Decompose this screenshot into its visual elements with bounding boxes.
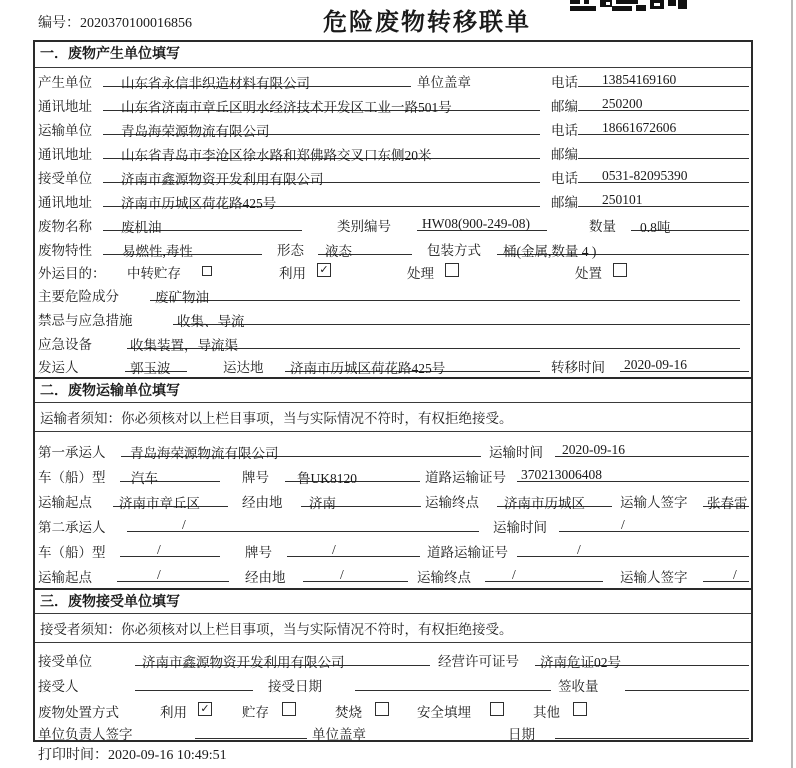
license2-label: 道路运输证号 [427,545,508,560]
producer-label: 产生单位 [38,75,92,90]
accept-person-field [135,672,253,691]
sign-date-label: 日期 [508,727,535,742]
end2-value: / [512,567,516,582]
consignor-label: 发运人 [38,360,79,375]
sign-date-field [555,720,749,739]
disposal-other-checkbox [573,702,587,716]
addr2-value: 山东省青岛市李沧区徐水路和郑佛路交叉口东侧20米 [121,148,432,163]
producer-field [103,68,411,91]
row-transporter-address [35,140,751,164]
permit-field [535,647,749,670]
via1-value: 济南 [309,496,336,511]
row-disposal [35,698,751,722]
row-carrier2 [35,513,751,537]
phone2-field [578,116,749,135]
purpose-label: 外运目的： [38,266,106,281]
section2-note: 运输者须知：你必须核对以上栏目事项，当与实际情况不符时，有权拒绝接受。 [35,405,751,432]
license2-value: / [577,542,581,557]
addr1-value: 山东省济南市章丘区明水经济技术开发区工业一路501号 [121,100,452,115]
amount-field [625,672,749,691]
taboo-value: 收集、导流 [177,314,245,329]
addr1-label: 通讯地址 [38,99,92,114]
form-value: 液态 [325,244,352,259]
disposal-other-label: 其他 [533,705,560,720]
zip2-field [578,140,749,159]
origin1-label: 运输起点 [38,495,92,510]
section3-note: 接受者须知：你必须核对以上栏目事项，当与实际情况不符时，有权拒绝接受。 [35,616,751,643]
vehicle2-value: / [157,542,161,557]
row-accept-person [35,672,751,696]
consignor-value: 郭玉波 [130,361,171,376]
license1-field [517,463,749,482]
purpose-use-checkbox-checked: ✓ [317,263,331,277]
waste-name-value: 废机油 [121,220,162,235]
permit-value: 济南危证02号 [540,655,621,670]
serial-label: 编号： [38,16,80,31]
taboo-label: 禁忌与应急措施 [38,313,133,328]
packing-value: 桶(金属,数量 4 ) [503,244,597,259]
purpose-dispose-label: 处置 [575,266,602,281]
disposal-use-checkbox-checked: ✓ [198,702,212,716]
end1-label: 运输终点 [425,495,479,510]
time2-label: 运输时间 [493,520,547,535]
vehicle2-field [120,538,220,557]
plate1-field [285,463,420,486]
dest-value: 济南市历城区荷花路425号 [290,361,446,376]
amount-label: 签收量 [558,679,599,694]
seal-label: 单位盖章 [417,75,471,90]
disposal-label: 废物处置方式 [38,705,119,720]
row-hazard [35,282,751,306]
section2-header: 二．废物运输单位填写 [35,377,751,403]
hazard-label: 主要危险成分 [38,289,119,304]
via2-label: 经由地 [245,570,286,585]
end1-value: 济南市历城区 [504,496,585,511]
zip1-label: 邮编 [551,99,578,114]
page-edge-line [791,0,793,768]
form-table [33,40,753,742]
phone3-field [578,164,749,183]
zip1-value: 250200 [602,96,643,111]
qty-label: 数量 [589,219,616,234]
plate2-label: 牌号 [245,545,272,560]
character-label: 废物特性 [38,243,92,258]
form-title: 危险废物转移联单 [323,10,531,36]
row-waste-character [35,236,751,260]
category-label: 类别编号 [337,219,391,234]
row-accept-unit [35,647,751,671]
vehicle1-label: 车（船）型 [38,470,106,485]
row-receiver [35,164,751,188]
purpose-treat-label: 处理 [407,266,434,281]
carrier2-field [127,513,479,532]
vehicle1-field [120,463,220,486]
purpose-treat-checkbox [445,263,459,277]
disposal-burn-label: 焚烧 [335,705,362,720]
waste-name-label: 废物名称 [38,219,92,234]
plate1-value: 鲁UK8120 [297,471,357,486]
equip-field [127,330,740,353]
row-carrier1 [35,438,751,462]
sign2-label: 运输人签字 [620,570,688,585]
receiver-label: 接受单位 [38,171,92,186]
carrier1-label: 第一承运人 [38,445,106,460]
time1-value: 2020-09-16 [562,442,625,457]
row-receiver-address [35,188,751,212]
transporter-value: 青岛海荣源物流有限公司 [121,124,270,139]
time2-field [559,513,749,532]
accept-date-field [355,672,551,691]
time2-value: / [621,517,625,532]
transporter-label: 运输单位 [38,123,92,138]
row-consignor [35,353,751,377]
receiver-value: 济南市鑫源物资开发利用有限公司 [121,172,324,187]
character-value: 易燃性,毒性 [122,244,193,259]
license1-label: 道路运输证号 [425,470,506,485]
zip3-value: 250101 [602,192,643,207]
print-time-label: 打印时间： [38,748,108,763]
sign2-value: / [733,567,737,582]
packing-field [497,236,749,259]
sign1-value: 张春雷 [707,496,748,511]
unit-seal-label: 单位盖章 [312,727,366,742]
disposal-landfill-checkbox [490,702,504,716]
accept-date-label: 接受日期 [268,679,322,694]
row-taboo [35,306,751,330]
phone1-field [578,68,749,87]
qty-value: 0.8吨 [640,220,671,235]
row-equipment [35,330,751,354]
end2-label: 运输终点 [417,570,471,585]
vehicle2-label: 车（船）型 [38,545,106,560]
disposal-store-label: 贮存 [242,705,269,720]
sign2-field [703,563,749,582]
receiver-field [103,164,540,187]
section3-header: 三．废物接受单位填写 [35,588,751,614]
section1-header: 一．废物产生单位填写 [35,42,751,68]
origin2-value: / [157,567,161,582]
vehicle1-value: 汽车 [131,471,158,486]
permit-label: 经营许可证号 [438,654,519,669]
origin2-field [117,563,229,582]
zip2-label: 邮编 [551,147,578,162]
form-label: 形态 [277,243,304,258]
addr1-field [103,92,540,115]
origin1-field [113,488,228,511]
addr2-label: 通讯地址 [38,147,92,162]
category-value: HW08(900-249-08) [422,216,530,231]
carrier2-value: / [182,517,186,532]
sign1-label: 运输人签字 [620,495,688,510]
dest-label: 运达地 [223,360,264,375]
form-field [318,236,412,259]
equip-value: 收集装置，导流渠 [130,338,238,353]
character-field [103,236,262,259]
row-producer-address [35,92,751,116]
accept-unit-field [135,647,430,670]
addr3-value: 济南市历城区荷花路425号 [121,196,277,211]
row-head-sign [35,720,751,744]
plate2-value: / [332,542,336,557]
license2-field [517,538,749,557]
phone1-label: 电话 [551,75,578,90]
via1-label: 经由地 [242,495,283,510]
dest-field [285,353,540,376]
print-time-value: 2020-09-16 10:49:51 [108,748,227,763]
form-serial [38,12,192,32]
transfer-date-value: 2020-09-16 [624,357,687,372]
disposal-landfill-label: 安全填埋 [417,705,471,720]
zip3-label: 邮编 [551,195,578,210]
row-route1 [35,488,751,512]
origin2-label: 运输起点 [38,570,92,585]
via1-field [301,488,421,511]
qr-code-fragment [570,0,687,11]
head-sign-field [195,720,307,739]
row-route2 [35,563,751,587]
phone2-value: 18661672606 [602,120,677,135]
sign1-field [703,488,749,511]
addr3-label: 通讯地址 [38,195,92,210]
zip1-field [578,92,749,111]
transporter-field [103,116,540,139]
row-vehicle1 [35,463,751,487]
category-field [417,212,547,231]
hazard-value: 废矿物油 [155,290,209,305]
plate2-field [287,538,420,557]
via2-field [303,563,408,582]
purpose-dispose-checkbox [613,263,627,277]
disposal-use-label: 利用 [160,705,187,720]
carrier1-field [121,438,481,461]
row-transporter [35,116,751,140]
carrier1-value: 青岛海荣源物流有限公司 [130,446,279,461]
print-time [38,744,227,764]
row-waste-name [35,212,751,236]
row-producer [35,68,751,92]
end1-field [497,488,612,511]
serial-value: 2020370100016856 [80,16,192,31]
addr3-field [103,188,540,211]
phone3-label: 电话 [551,171,578,186]
disposal-burn-checkbox [375,702,389,716]
origin1-value: 济南市章丘区 [119,496,200,511]
accept-unit-label: 接受单位 [38,654,92,669]
row-purpose [35,259,751,283]
time1-label: 运输时间 [489,445,543,460]
phone1-value: 13854169160 [602,72,677,87]
disposal-store-checkbox [282,702,296,716]
transfer-date-field [620,353,749,372]
packing-label: 包装方式 [427,243,481,258]
zip3-field [578,188,749,207]
head-sign-label: 单位负责人签字 [38,727,133,742]
taboo-field [173,306,750,329]
time1-field [555,438,749,457]
carrier2-label: 第二承运人 [38,520,106,535]
producer-value: 山东省永信非织造材料有限公司 [121,76,310,91]
purpose-transfer-checkbox [202,266,212,276]
plate1-label: 牌号 [242,470,269,485]
consignor-field [125,353,187,376]
equip-label: 应急设备 [38,337,92,352]
end2-field [485,563,603,582]
hazard-field [150,282,740,305]
transfer-date-label: 转移时间 [551,360,605,375]
addr2-field [103,140,540,163]
purpose-transfer-label: 中转贮存 [127,266,181,281]
qty-field [631,212,749,235]
purpose-use-label: 利用 [279,266,306,281]
row-vehicle2 [35,538,751,562]
license1-value: 370213006408 [521,467,602,482]
accept-person-label: 接受人 [38,679,79,694]
phone3-value: 0531-82095390 [602,168,688,183]
accept-unit-value: 济南市鑫源物资开发利用有限公司 [142,655,345,670]
waste-name-field [103,212,302,235]
via2-value: / [340,567,344,582]
phone2-label: 电话 [551,123,578,138]
